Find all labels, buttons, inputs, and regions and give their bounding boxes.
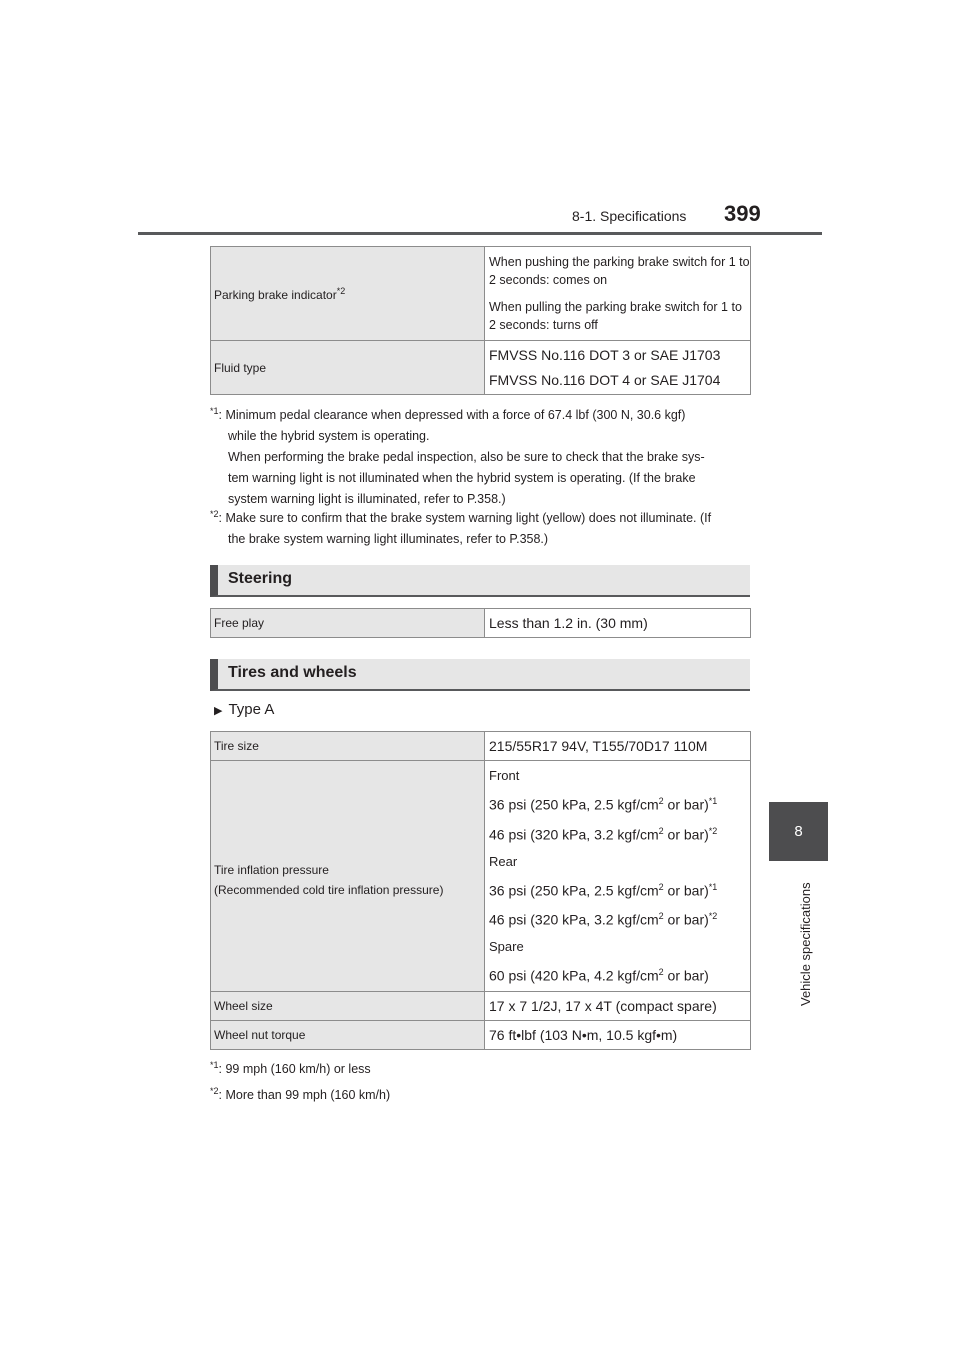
- fluid-type-value: FMVSS No.116 DOT 3 or SAE J1703 FMVSS No.116 DOT 4 or SAE J1704: [485, 341, 751, 395]
- steering-heading: Steering: [210, 565, 750, 597]
- chapter-tab[interactable]: [769, 802, 828, 861]
- triangle-bullet-icon: ▶: [214, 705, 223, 717]
- table-row: [211, 341, 751, 395]
- chapter-label: Vehicle specifications: [798, 882, 813, 1006]
- steering-table: [210, 608, 751, 638]
- tires-table: [210, 731, 751, 1050]
- table-row: [211, 1021, 751, 1050]
- tire-pressure-value: Front 36 psi (250 kPa, 2.5 kgf/$cm^2$ or bar)$^{*1}$ 46 psi (320 kPa, 3.2 kgf/$cm^2$ or bar)$^{*2}$ Rear 36 psi (250 kPa, 2.5 kgf/$cm^2$ or bar)$^{*1}$ 46 psi (320 kPa, 3.2 kgf/$cm^2$ or bar)$^{*2}$ Spare 60 psi (420 kPa, 4.2 kgf/$cm^2$ or bar): [485, 761, 751, 992]
- parking-brake-indicator-value: When pushing the parking brake switch for 1 to 2 seconds: comes on When pulling the parking brake switch for 1 to 2 seconds: turns off: [485, 247, 751, 341]
- wheel-nut-torque-label: Wheel nut torque: [211, 1021, 485, 1050]
- table-row: [211, 732, 751, 761]
- tires-heading: Tires and wheels: [210, 659, 750, 691]
- tire-size-label: Tire size: [211, 732, 485, 761]
- tire-footnote-2: $^{*2}$: More than 99 mph (160 km/h): [210, 1086, 391, 1103]
- table-row: [211, 761, 751, 992]
- table-row: [211, 992, 751, 1021]
- table-row: [211, 247, 751, 341]
- page-number: 399: [724, 201, 761, 226]
- wheel-nut-torque-value: 76 ft•lbf (103 N•m, 10.5 kgf•m): [485, 1021, 751, 1050]
- free-play-value: Less than 1.2 in. (30 mm): [485, 609, 751, 638]
- wheel-size-value: 17 x 7 1/2J, 17 x 4T (compact spare): [485, 992, 751, 1021]
- tire-pressure-label: Tire inflation pressure (Recommended cold tire inflation pressure): [211, 761, 485, 992]
- chapter-number: 8: [794, 823, 803, 840]
- fluid-type-label: Fluid type: [211, 341, 485, 395]
- tire-size-value: 215/55R17 94V, T155/70D17 110M: [485, 732, 751, 761]
- section-title: 8-1. Specifications: [572, 208, 687, 224]
- free-play-label: Free play: [211, 609, 485, 638]
- wheel-size-label: Wheel size: [211, 992, 485, 1021]
- table-row: [211, 609, 751, 638]
- header-rule: [138, 232, 822, 235]
- brake-footnote-2: $^{*2}$: Make sure to confirm that the brake system warning light (yellow) does not illuminate. (If the brake system warning light illuminates, refer to P.358.): [210, 509, 712, 547]
- tire-footnote-1: $^{*1}$: 99 mph (160 km/h) or less: [210, 1060, 371, 1077]
- brake-table: [210, 246, 751, 395]
- brake-footnote-1: $^{*1}$: Minimum pedal clearance when depressed with a force of 67.4 lbf (300 N, 30.6 kgf) while the hybrid system is operating. When performing the brake pedal inspection, also be sure to check that the brake sys- tem warning light is not illuminated when the hybrid system is operating. (If the brake system warning light is illuminated, refer to P.358.): [210, 406, 705, 507]
- parking-brake-indicator-label: Parking brake indicator$^{*2}$: [211, 247, 485, 341]
- type-a-subheading: ▶ Type A: [214, 701, 275, 718]
